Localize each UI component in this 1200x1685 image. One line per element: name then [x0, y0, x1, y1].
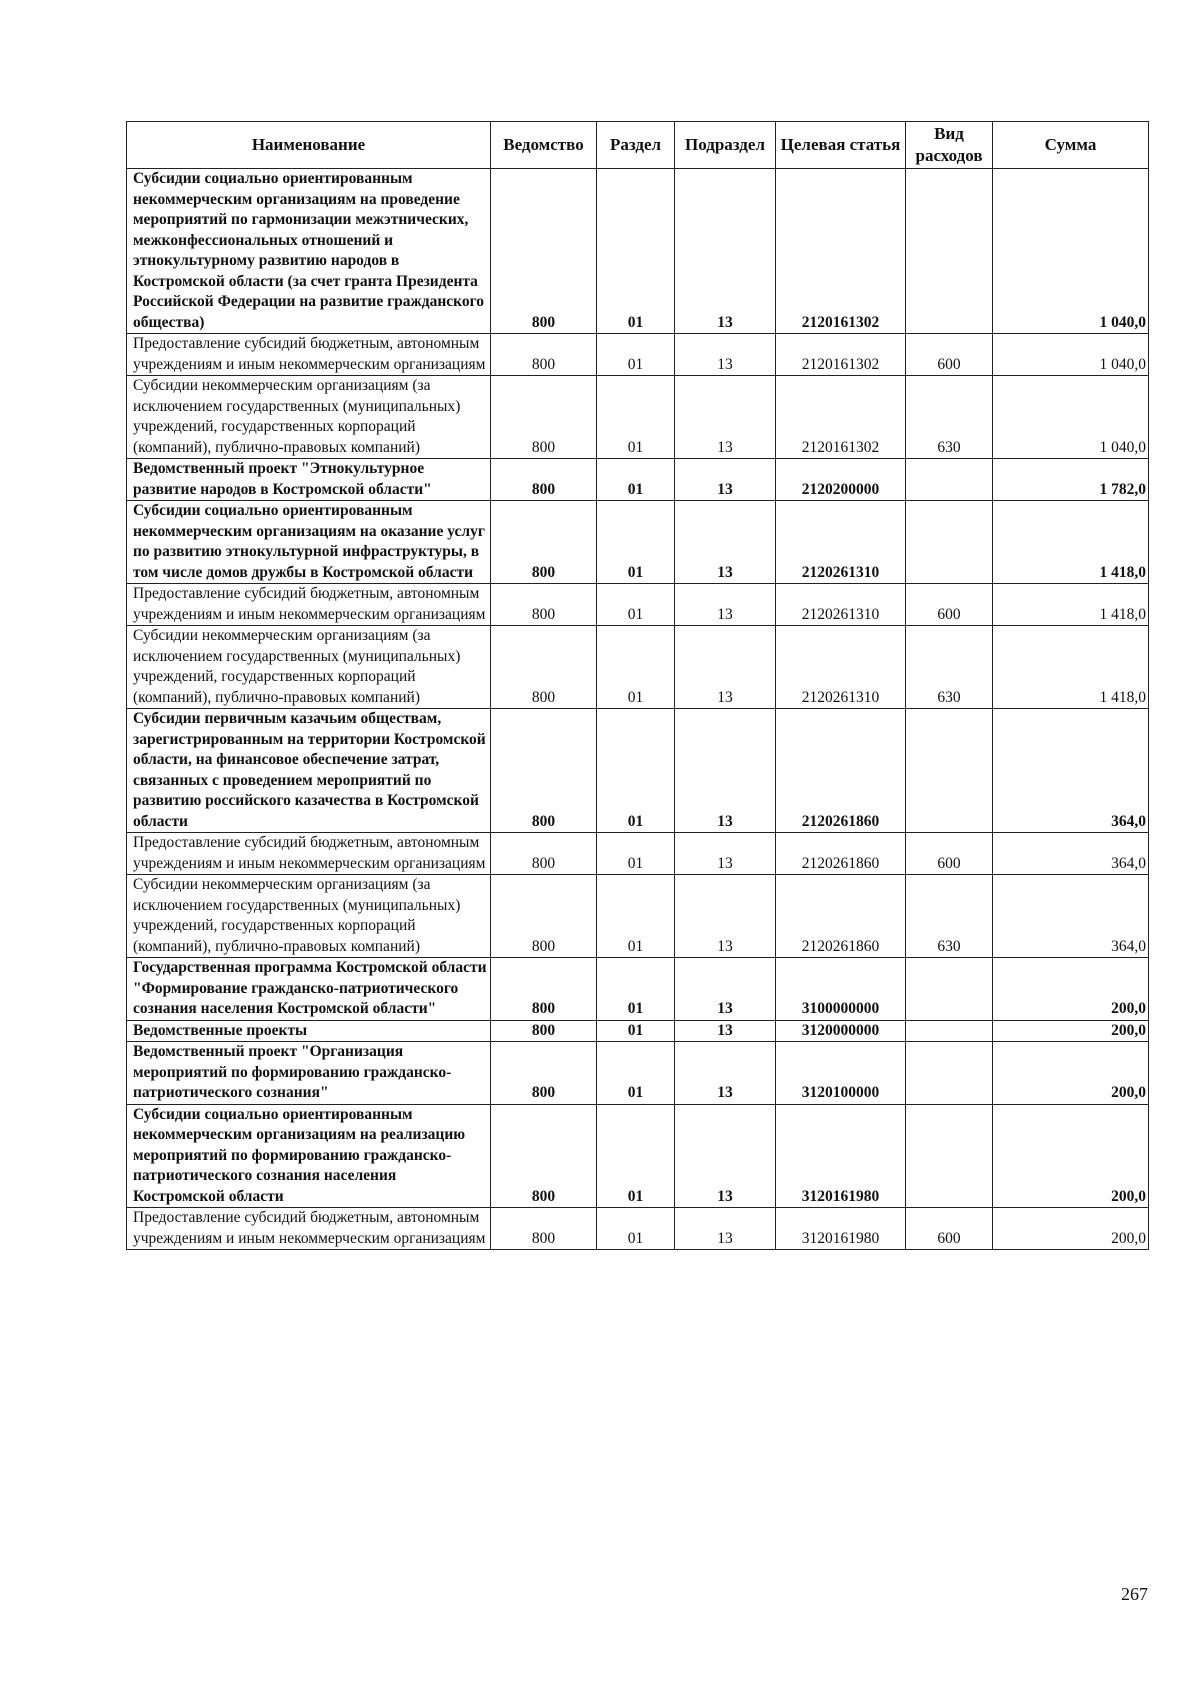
target-item-cell: 2120261310 [776, 501, 906, 584]
column-header-section: Раздел [597, 122, 675, 169]
table-row [127, 1104, 1149, 1208]
department-code-cell: 800 [491, 501, 597, 584]
row-name-cell: Субсидии социально ориентированным некоммерческим организациям на оказание услуг по развитию этнокультурной инфраструктуры, в том числе домов дружбы в Костромской области [127, 501, 491, 584]
section-code-cell: 01 [597, 334, 675, 376]
column-header-subsection: Подраздел [675, 122, 776, 169]
target-item-cell: 2120261860 [776, 709, 906, 833]
amount-cell: 1 418,0 [993, 584, 1149, 626]
subsection-code-cell: 13 [675, 709, 776, 833]
budget-table [126, 121, 1149, 1250]
amount-cell: 200,0 [993, 1104, 1149, 1208]
section-code-cell: 01 [597, 1104, 675, 1208]
target-item-cell: 3120100000 [776, 1042, 906, 1105]
section-code-cell: 01 [597, 169, 675, 334]
section-code-cell: 01 [597, 376, 675, 459]
expense-type-cell [906, 709, 993, 833]
department-code-cell: 800 [491, 626, 597, 709]
row-name-cell: Субсидии социально ориентированным некоммерческим организациям на проведение мероприятий по гармонизации межэтнических, межконфессиональных отношений и этнокультурному развитию народов в Костромской области (за счет гранта Президента Российской Федерации на развитие гражданского общества) [127, 169, 491, 334]
row-name-cell: Ведомственный проект "Организация мероприятий по формированию гражданско-патриотического сознания" [127, 1042, 491, 1105]
expense-type-cell [906, 459, 993, 501]
table-row [127, 1020, 1149, 1042]
row-name-cell: Субсидии первичным казачьим обществам, зарегистрированным на территории Костромской области, на финансовое обеспечение затрат, связанных с проведением мероприятий по развитию российского казачества в Костромской области [127, 709, 491, 833]
target-item-cell: 2120161302 [776, 376, 906, 459]
table-row [127, 376, 1149, 459]
section-code-cell: 01 [597, 958, 675, 1021]
row-name-cell: Субсидии некоммерческим организациям (за исключением государственных (муниципальных) учреждений, государственных корпораций (компаний), публично-правовых компаний) [127, 875, 491, 958]
table-row [127, 875, 1149, 958]
expense-type-cell [906, 501, 993, 584]
row-name-cell: Предоставление субсидий бюджетным, автономным учреждениям и иным некоммерческим организациям [127, 833, 491, 875]
table-header-row [127, 122, 1149, 169]
expense-type-cell: 600 [906, 1208, 993, 1250]
page-number: 267 [1121, 1584, 1148, 1604]
department-code-cell: 800 [491, 958, 597, 1021]
section-code-cell: 01 [597, 875, 675, 958]
amount-cell: 1 040,0 [993, 334, 1149, 376]
table-row [127, 958, 1149, 1021]
table-body [127, 169, 1149, 1250]
department-code-cell: 800 [491, 875, 597, 958]
subsection-code-cell: 13 [675, 1042, 776, 1105]
amount-cell: 1 040,0 [993, 169, 1149, 334]
subsection-code-cell: 13 [675, 626, 776, 709]
subsection-code-cell: 13 [675, 501, 776, 584]
row-name-cell: Ведомственные проекты [127, 1020, 491, 1042]
amount-cell: 200,0 [993, 1208, 1149, 1250]
amount-cell: 1 782,0 [993, 459, 1149, 501]
subsection-code-cell: 13 [675, 1104, 776, 1208]
column-header-expense-type: Вид расходов [906, 122, 993, 169]
expense-type-cell [906, 958, 993, 1021]
row-name-cell: Предоставление субсидий бюджетным, автономным учреждениям и иным некоммерческим организациям [127, 334, 491, 376]
subsection-code-cell: 13 [675, 376, 776, 459]
department-code-cell: 800 [491, 169, 597, 334]
target-item-cell: 3120161980 [776, 1208, 906, 1250]
expense-type-cell: 600 [906, 584, 993, 626]
target-item-cell: 2120261860 [776, 875, 906, 958]
department-code-cell: 800 [491, 1042, 597, 1105]
subsection-code-cell: 13 [675, 958, 776, 1021]
subsection-code-cell: 13 [675, 169, 776, 334]
amount-cell: 1 418,0 [993, 626, 1149, 709]
subsection-code-cell: 13 [675, 584, 776, 626]
section-code-cell: 01 [597, 1020, 675, 1042]
row-name-cell: Субсидии некоммерческим организациям (за исключением государственных (муниципальных) учреждений, государственных корпораций (компаний), публично-правовых компаний) [127, 376, 491, 459]
department-code-cell: 800 [491, 833, 597, 875]
subsection-code-cell: 13 [675, 334, 776, 376]
expense-type-cell [906, 1020, 993, 1042]
expense-type-cell [906, 1042, 993, 1105]
department-code-cell: 800 [491, 709, 597, 833]
table-row [127, 459, 1149, 501]
subsection-code-cell: 13 [675, 833, 776, 875]
row-name-cell: Ведомственный проект "Этнокультурное развитие народов в Костромской области" [127, 459, 491, 501]
target-item-cell: 2120200000 [776, 459, 906, 501]
section-code-cell: 01 [597, 833, 675, 875]
amount-cell: 200,0 [993, 1020, 1149, 1042]
target-item-cell: 3120000000 [776, 1020, 906, 1042]
expense-type-cell: 630 [906, 376, 993, 459]
section-code-cell: 01 [597, 1042, 675, 1105]
section-code-cell: 01 [597, 584, 675, 626]
expense-type-cell: 630 [906, 875, 993, 958]
amount-cell: 364,0 [993, 875, 1149, 958]
expense-type-cell [906, 1104, 993, 1208]
target-item-cell: 2120161302 [776, 334, 906, 376]
subsection-code-cell: 13 [675, 1020, 776, 1042]
department-code-cell: 800 [491, 1208, 597, 1250]
table-row [127, 169, 1149, 334]
department-code-cell: 800 [491, 584, 597, 626]
table-row [127, 584, 1149, 626]
department-code-cell: 800 [491, 376, 597, 459]
row-name-cell: Государственная программа Костромской области "Формирование гражданско-патриотического сознания населения Костромской области" [127, 958, 491, 1021]
row-name-cell: Предоставление субсидий бюджетным, автономным учреждениям и иным некоммерческим организациям [127, 1208, 491, 1250]
expense-type-cell: 600 [906, 334, 993, 376]
table-row [127, 709, 1149, 833]
expense-type-cell [906, 169, 993, 334]
amount-cell: 200,0 [993, 1042, 1149, 1105]
expense-type-cell: 600 [906, 833, 993, 875]
table-row [127, 501, 1149, 584]
amount-cell: 364,0 [993, 833, 1149, 875]
column-header-name: Наименование [127, 122, 491, 169]
column-header-target-item: Целевая статья [776, 122, 906, 169]
subsection-code-cell: 13 [675, 875, 776, 958]
section-code-cell: 01 [597, 709, 675, 833]
table-row [127, 626, 1149, 709]
target-item-cell: 2120261310 [776, 584, 906, 626]
column-header-amount: Сумма [993, 122, 1149, 169]
table-row [127, 1042, 1149, 1105]
amount-cell: 200,0 [993, 958, 1149, 1021]
row-name-cell: Предоставление субсидий бюджетным, автономным учреждениям и иным некоммерческим организациям [127, 584, 491, 626]
department-code-cell: 800 [491, 1020, 597, 1042]
section-code-cell: 01 [597, 626, 675, 709]
row-name-cell: Субсидии социально ориентированным некоммерческим организациям на реализацию мероприятий по формированию гражданско-патриотического сознания населения Костромской области [127, 1104, 491, 1208]
amount-cell: 364,0 [993, 709, 1149, 833]
section-code-cell: 01 [597, 459, 675, 501]
section-code-cell: 01 [597, 1208, 675, 1250]
department-code-cell: 800 [491, 334, 597, 376]
column-header-department: Ведомство [491, 122, 597, 169]
amount-cell: 1 040,0 [993, 376, 1149, 459]
row-name-cell: Субсидии некоммерческим организациям (за исключением государственных (муниципальных) учреждений, государственных корпораций (компаний), публично-правовых компаний) [127, 626, 491, 709]
table-row [127, 833, 1149, 875]
subsection-code-cell: 13 [675, 459, 776, 501]
subsection-code-cell: 13 [675, 1208, 776, 1250]
table-row [127, 1208, 1149, 1250]
target-item-cell: 3120161980 [776, 1104, 906, 1208]
section-code-cell: 01 [597, 501, 675, 584]
target-item-cell: 3100000000 [776, 958, 906, 1021]
amount-cell: 1 418,0 [993, 501, 1149, 584]
target-item-cell: 2120261860 [776, 833, 906, 875]
target-item-cell: 2120261310 [776, 626, 906, 709]
department-code-cell: 800 [491, 1104, 597, 1208]
target-item-cell: 2120161302 [776, 169, 906, 334]
expense-type-cell: 630 [906, 626, 993, 709]
table-row [127, 334, 1149, 376]
department-code-cell: 800 [491, 459, 597, 501]
